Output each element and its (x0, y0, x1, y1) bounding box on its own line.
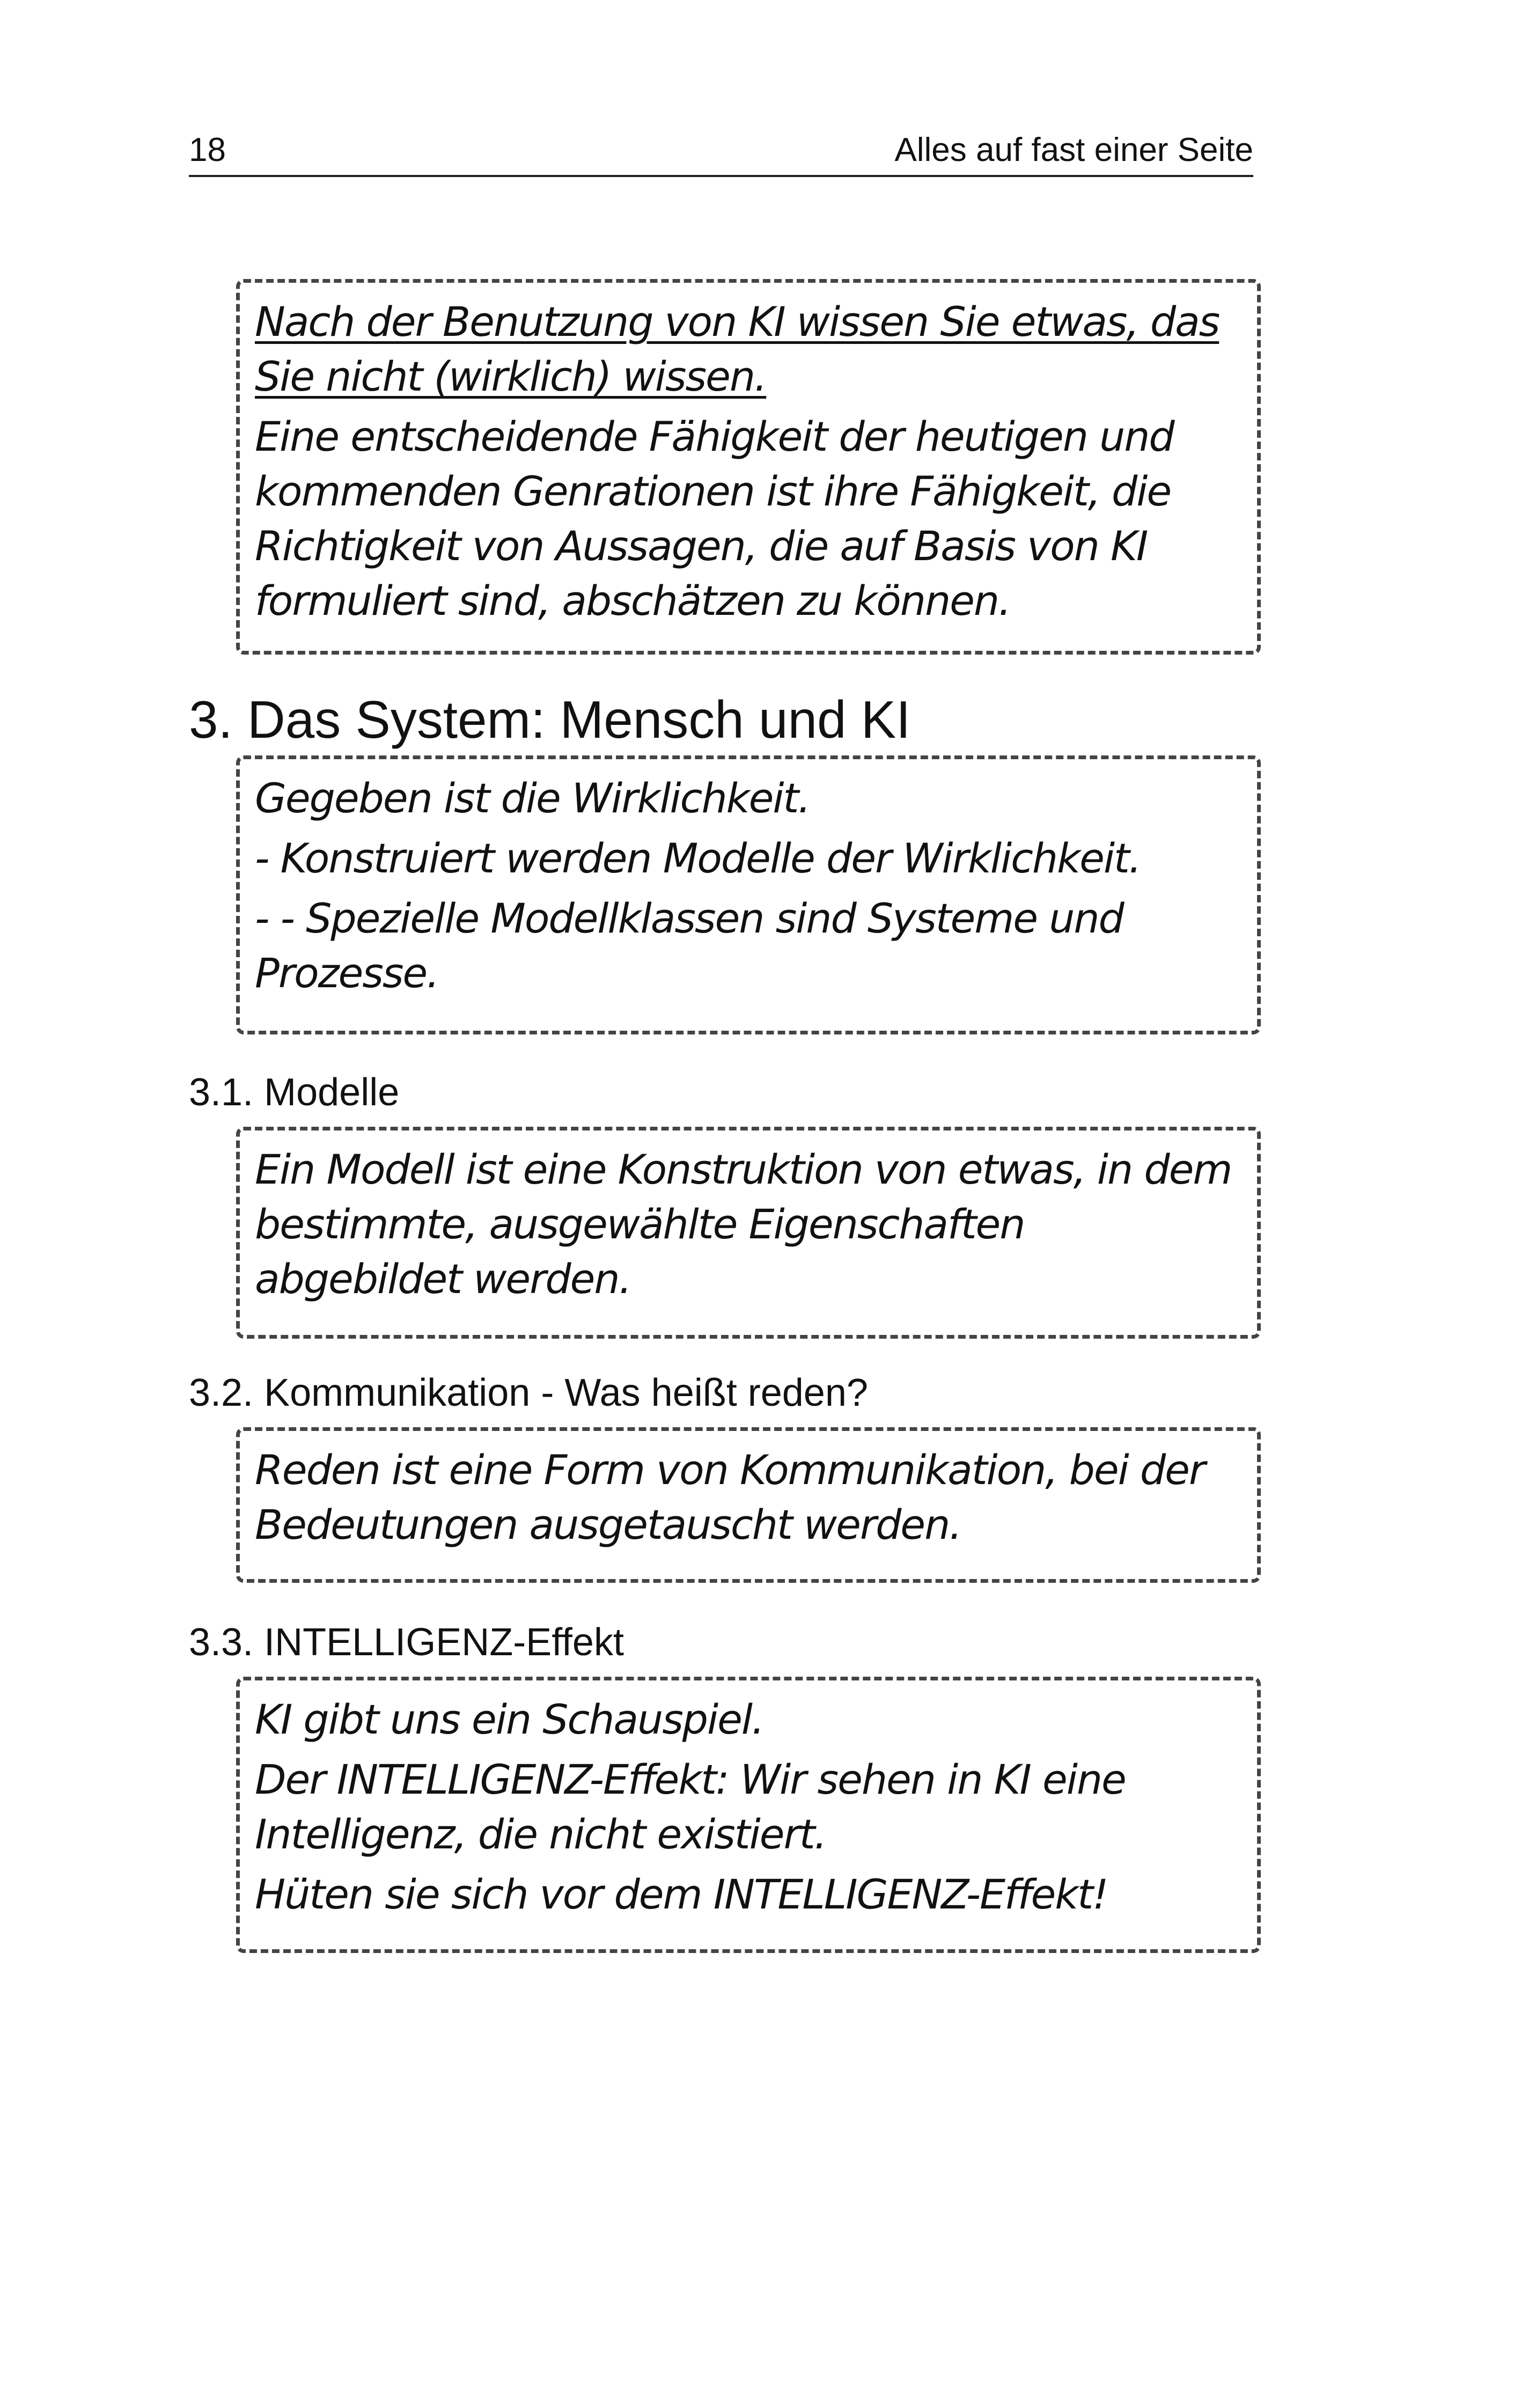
page-number: 18 (189, 131, 226, 168)
section-3-line: Gegeben ist die Wirklichkeit. (255, 774, 810, 822)
section-3-heading: 3. Das System: Mensch und KI (189, 690, 911, 749)
section-3-2-heading: 3.2. Kommunikation - Was heißt reden? (189, 1371, 868, 1414)
section-3-line: - - Spezielle Modellklassen sind Systeme und Prozesse. (255, 894, 1123, 997)
intro-lead-statement: Nach der Benutzung von KI wissen Sie etwas, das Sie nicht (wirklich) wissen. (255, 298, 1219, 400)
section-3-3-box (236, 1677, 1261, 1953)
section-3-1-text: Ein Modell ist eine Konstruktion von etwas, in dem bestimmte, ausgewählte Eigenschaften abgebildet werden. (255, 1146, 1232, 1303)
section-3-2-text: Reden ist eine Form von Kommunikation, bei der Bedeutungen ausgetauscht werden. (255, 1446, 1205, 1548)
running-header (189, 129, 1253, 177)
intro-box (236, 279, 1261, 655)
section-3-3-line: Hüten sie sich vor dem INTELLIGENZ-Effekt! (255, 1870, 1108, 1918)
section-3-3-line: KI gibt uns ein Schauspiel. (255, 1695, 764, 1743)
section-3-2-box (236, 1427, 1261, 1583)
section-3-3-line: Der INTELLIGENZ-Effekt: Wir sehen in KI eine Intelligenz, die nicht existiert. (255, 1756, 1126, 1858)
section-3-1-heading: 3.1. Modelle (189, 1071, 400, 1114)
intro-paragraph: Eine entscheidende Fähigkeit der heutigen und kommenden Genrationen ist ihre Fähigkeit, die Richtigkeit von Aussagen, die auf Basis von KI formuliert sind, abschätzen zu können. (255, 413, 1174, 625)
section-3-line: - Konstruiert werden Modelle der Wirklichkeit. (255, 834, 1141, 882)
section-3-1-box (236, 1127, 1261, 1339)
section-3-box (236, 755, 1261, 1034)
section-3-3-heading: 3.3. INTELLIGENZ-Effekt (189, 1621, 624, 1664)
running-title: Alles auf fast einer Seite (894, 131, 1253, 168)
